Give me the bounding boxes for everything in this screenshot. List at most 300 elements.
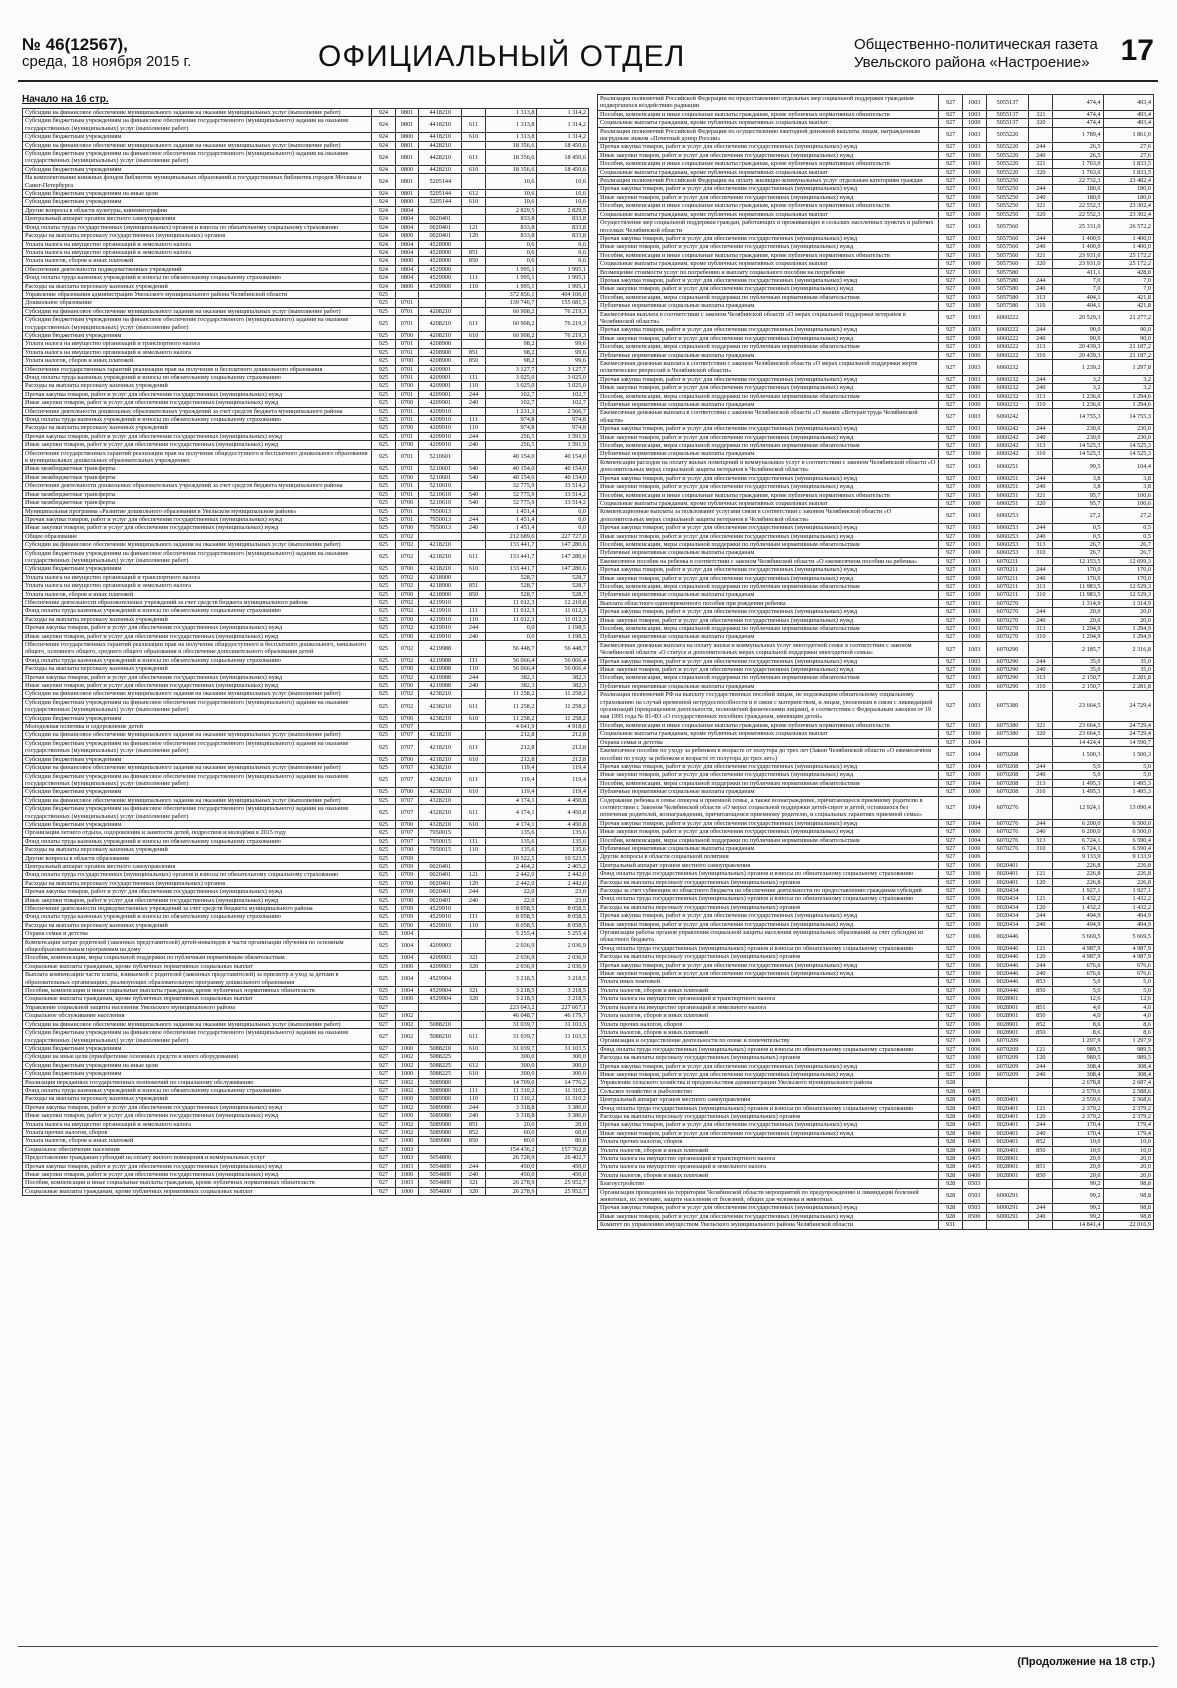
row-amount-2017: 135,6 [537, 837, 589, 845]
row-amount-2017: 3,2 [1103, 384, 1153, 392]
row-amount-2016: 32 775,9 [485, 490, 537, 498]
row-section-code: 0700 [395, 424, 419, 432]
row-expense-type: 240 [1029, 384, 1053, 392]
row-target-code: 4218900 [419, 573, 462, 581]
row-amount-2017: 21 187,2 [1103, 343, 1153, 351]
paper-name-line1: Общественно-политическая газета [854, 36, 1098, 53]
row-admin-code: 927 [372, 1020, 396, 1028]
row-target-code: 0020401 [986, 1129, 1029, 1137]
row-amount-2016: 99,5 [1053, 458, 1103, 474]
row-amount-2017: 25 172,2 [1103, 260, 1153, 268]
row-target-code: 4219910 [419, 598, 462, 606]
row-name: Молодежная политика и оздоровление детей [23, 723, 372, 731]
row-name: Иные закупки товаров, работ и услуг для обеспечения государственных (муниципальных) нужд [23, 524, 372, 532]
row-expense-type: 321 [1029, 251, 1053, 259]
row-target-code: 4218900 [419, 590, 462, 598]
row-target-code: 5057560 [986, 219, 1029, 235]
row-expense-type: 540 [462, 473, 486, 481]
table-row [598, 995, 1154, 1003]
row-expense-type [462, 507, 486, 515]
row-target-code: 5205144 [419, 174, 462, 190]
row-target-code: 4418210 [419, 117, 462, 133]
row-target-code [986, 853, 1029, 861]
table-row [23, 1053, 589, 1061]
row-amount-2017: 300,0 [537, 1061, 589, 1069]
bottom-divider [18, 1646, 1158, 1647]
row-target-code [419, 1012, 462, 1020]
row-name: Уплата налога на имущество организаций и транспортного налога [598, 995, 939, 1003]
row-name: Иные закупки товаров, работ и услуг для обеспечения государственных (муниципальных) нужд [598, 1129, 939, 1137]
row-section-code: 1003 [962, 524, 986, 532]
row-amount-2016: 3 218,5 [485, 987, 537, 995]
row-expense-type: 610 [462, 1070, 486, 1078]
table-row [23, 1145, 589, 1153]
row-expense-type: 610 [462, 198, 486, 206]
row-target-code: 0020401 [419, 871, 462, 879]
row-amount-2016: 20 529,3 [1053, 310, 1103, 326]
row-amount-2017: 494,9 [1103, 920, 1153, 928]
table-row [598, 234, 1154, 242]
row-expense-type: 240 [462, 399, 486, 407]
row-section-code: 1002 [395, 1020, 419, 1028]
row-name: Субсидии бюджетным учреждениям [23, 165, 372, 173]
row-section-code: 0707 [395, 731, 419, 739]
row-admin-code: 924 [372, 257, 396, 265]
row-expense-type: 321 [462, 987, 486, 995]
row-admin-code: 927 [939, 1028, 963, 1036]
row-name: Расходы на выплаты персоналу государственных (муниципальных) органов [598, 903, 939, 911]
row-name: Обеспечение деятельности дошкольных образовательных учреждений за счет средств бюджета муниципального района [23, 482, 372, 490]
row-admin-code: 925 [372, 382, 396, 390]
row-name: Субсидии бюджетным учреждениям на финансовое обеспечение государственного (муниципального) задания на оказание государственных (муниципальных) услуг (выполнение работ) [23, 805, 372, 821]
row-expense-type [462, 829, 486, 837]
row-section-code: 1003 [962, 185, 986, 193]
row-target-code: 4208900 [419, 357, 462, 365]
row-expense-type: 610 [462, 133, 486, 141]
row-target-code: 0028901 [986, 1012, 1029, 1020]
row-expense-type: 611 [462, 549, 486, 565]
row-amount-2017: 102,7 [537, 390, 589, 398]
row-target-code: 5055137 [986, 95, 1029, 111]
row-target-code: 5089980 [419, 1078, 462, 1086]
row-amount-2017: 528,7 [537, 590, 589, 598]
row-amount-2017: 308,4 [1103, 1062, 1153, 1070]
row-name: Прочая закупка товаров, работ и услуг для обеспечения государственных (муниципальных) нужд [598, 608, 939, 616]
row-section-code: 1003 [962, 375, 986, 383]
row-target-code: 5205144 [419, 190, 462, 198]
row-name: Прочая закупка товаров, работ и услуг для обеспечения государственных (муниципальных) нужд [598, 1204, 939, 1212]
table-row [598, 591, 1154, 599]
row-expense-type: 313 [1029, 293, 1053, 301]
budget-table-left [22, 108, 589, 1196]
row-amount-2016: 102,7 [485, 390, 537, 398]
table-row [23, 854, 589, 862]
table-row [23, 565, 589, 573]
row-expense-type [462, 723, 486, 731]
row-name: Центральный аппарат органов местного самоуправления [23, 862, 372, 870]
row-section-code: 1000 [395, 962, 419, 970]
row-target-code: 4209910 [419, 441, 462, 449]
row-target-code: 6070290 [986, 657, 1029, 665]
row-amount-2016: 0,0 [485, 632, 537, 640]
row-section-code: 1000 [962, 844, 986, 852]
row-name: Прочая закупка товаров, работ и услуг для обеспечения государственных (муниципальных) нужд [598, 185, 939, 193]
row-section-code: 1004 [962, 747, 986, 763]
table-row [23, 265, 589, 273]
row-target-code: 6070208 [986, 762, 1029, 770]
row-section-code: 1006 [962, 853, 986, 861]
row-amount-2016: 11 012,3 [485, 598, 537, 606]
row-amount-2016: 26,7 [1053, 549, 1103, 557]
row-amount-2017: 4 450,8 [537, 796, 589, 804]
row-target-code: 5210601 [419, 449, 462, 465]
table-row [598, 970, 1154, 978]
row-section-code: 1000 [962, 483, 986, 491]
row-amount-2016: 494,9 [1053, 912, 1103, 920]
row-amount-2016: 6 200,0 [1053, 819, 1103, 827]
table-row [598, 836, 1154, 844]
row-amount-2017: 5,0 [1103, 762, 1153, 770]
row-target-code: 4209910 [419, 432, 462, 440]
row-name: Иные закупки товаров, работ и услуг для обеспечения государственных (муниципальных) нужд [598, 1070, 939, 1078]
row-amount-2017: 14 776,2 [537, 1078, 589, 1086]
row-section-code: 0700 [395, 565, 419, 573]
row-amount-2017: 3 218,5 [537, 971, 589, 987]
row-section-code: 1004 [962, 796, 986, 819]
row-admin-code: 927 [939, 762, 963, 770]
row-expense-type: 851 [462, 348, 486, 356]
row-expense-type [462, 862, 486, 870]
row-amount-2017: 450,0 [537, 1162, 589, 1170]
table-row [598, 310, 1154, 326]
row-target-code: 0020401 [986, 1112, 1029, 1120]
row-expense-type: 244 [462, 673, 486, 681]
row-expense-type: 611 [462, 772, 486, 788]
row-target-code: 4238210 [419, 764, 462, 772]
row-amount-2017: 2 379,2 [1103, 1104, 1153, 1112]
row-target-code: 5057560 [986, 234, 1029, 242]
row-admin-code: 927 [939, 1037, 963, 1045]
row-target-code: 5055137 [986, 110, 1029, 118]
table-row [23, 390, 589, 398]
table-row [23, 424, 589, 432]
row-amount-2017: 3,8 [1103, 483, 1153, 491]
row-name: Субсидии бюджетным учреждениям [23, 331, 372, 339]
row-target-code: 4219910 [419, 632, 462, 640]
row-admin-code: 927 [939, 961, 963, 969]
row-expense-type [462, 930, 486, 938]
table-row [23, 896, 589, 904]
row-amount-2017: 1 294,9 [1103, 633, 1153, 641]
row-admin-code: 925 [372, 565, 396, 573]
row-admin-code: 925 [372, 598, 396, 606]
table-row [598, 1070, 1154, 1078]
row-section-code [395, 290, 419, 298]
row-amount-2016: 18 356,6 [485, 141, 537, 149]
table-row [23, 995, 589, 1003]
row-name: Субсидии бюджетным учреждениям на финансовое обеспечение государственного (муниципального) задания на оказание государственных (муниципальных) услуг (выполнение работ) [23, 698, 372, 714]
row-amount-2017: 989,5 [1103, 1054, 1153, 1062]
table-row [598, 425, 1154, 433]
row-section-code: 0804 [395, 206, 419, 214]
continued-from-label: Начало на 16 стр. [22, 94, 109, 105]
row-target-code: 6070270 [986, 625, 1029, 633]
row-section-code: 0702 [395, 573, 419, 581]
row-amount-2016: 4 987,9 [1053, 953, 1103, 961]
row-target-code: 6070276 [986, 828, 1029, 836]
row-target-code: 0020434 [986, 912, 1029, 920]
row-amount-2017: 2 687,4 [1103, 1079, 1153, 1087]
row-expense-type: 240 [1029, 285, 1053, 293]
row-name: Расходы на выплаты персоналу казенных учреждений [23, 382, 372, 390]
row-expense-type: 850 [1029, 1012, 1053, 1020]
row-section-code: 0707 [395, 772, 419, 788]
row-amount-2016: 25 331,0 [1053, 219, 1103, 235]
row-admin-code: 927 [939, 986, 963, 994]
row-amount-2017: 989,5 [1103, 1045, 1153, 1053]
row-admin-code: 927 [939, 788, 963, 796]
row-section-code: 0701 [395, 365, 419, 373]
row-amount-2016: 20,0 [1053, 1163, 1103, 1171]
row-name: Благоустройство [598, 1180, 939, 1188]
row-amount-2016: 26,5 [1053, 143, 1103, 151]
row-amount-2017: 102,7 [537, 399, 589, 407]
row-expense-type [1029, 557, 1053, 565]
table-row [23, 641, 589, 657]
row-target-code: 5055137 [986, 119, 1029, 127]
row-section-code: 0702 [395, 690, 419, 698]
row-expense-type: 120 [1029, 903, 1053, 911]
row-expense-type: 240 [1029, 1212, 1053, 1220]
row-target-code: 4238210 [419, 714, 462, 722]
table-row [598, 151, 1154, 159]
row-target-code: 6060251 [986, 458, 1029, 474]
row-target-code: 0020434 [986, 920, 1029, 928]
row-expense-type: 852 [1029, 1020, 1053, 1028]
row-section-code: 1000 [962, 302, 986, 310]
row-expense-type [462, 938, 486, 954]
row-expense-type [1029, 219, 1053, 235]
row-admin-code: 925 [372, 905, 396, 913]
row-section-code: 0804 [395, 274, 419, 282]
row-admin-code: 927 [939, 251, 963, 259]
row-expense-type: 244 [462, 888, 486, 896]
row-name: Субсидии на финансовое обеспечение муниципального задания на оказание муниципальных услуг (выполнение работ) [23, 541, 372, 549]
row-amount-2017: 12,6 [1103, 995, 1153, 1003]
row-section-code: 1000 [962, 1028, 986, 1036]
table-row [23, 316, 589, 332]
row-target-code: 0020446 [986, 970, 1029, 978]
row-amount-2016: 3,8 [1053, 483, 1103, 491]
row-expense-type: 244 [1029, 425, 1053, 433]
row-expense-type: 244 [462, 1162, 486, 1170]
row-target-code [986, 1079, 1029, 1087]
row-amount-2016: 26 278,9 [485, 1187, 537, 1195]
row-target-code [419, 723, 462, 731]
row-section-code: 1000 [962, 666, 986, 674]
row-expense-type: 110 [462, 846, 486, 854]
row-name: Субсидии бюджетным учреждениям на финансовое обеспечение государственного (муниципального) задания на оказание государственных (муниципальных) услуг (выполнение работ) [23, 1029, 372, 1045]
row-name: Прочая закупка товаров, работ и услуг для обеспечения государственных (муниципальных) нужд [598, 819, 939, 827]
row-section-code: 1003 [962, 691, 986, 722]
row-amount-2017: 100,6 [1103, 499, 1153, 507]
row-amount-2016: 2 379,2 [1053, 1104, 1103, 1112]
table-row [598, 219, 1154, 235]
row-amount-2017: 428,8 [1103, 268, 1153, 276]
row-section-code: 1003 [395, 1145, 419, 1153]
table-row [598, 1188, 1154, 1204]
row-amount-2017: 2 442,0 [537, 879, 589, 887]
row-section-code: 0700 [395, 788, 419, 796]
row-name: Иные закупки товаров, работ и услуг для обеспечения государственных (муниципальных) нужд [598, 193, 939, 201]
row-expense-type: 611 [462, 150, 486, 166]
row-amount-2016: 170,0 [1053, 574, 1103, 582]
row-admin-code: 925 [372, 590, 396, 598]
row-amount-2017: 104,4 [1103, 458, 1153, 474]
row-name: Пособия, компенсации, меры социальной поддержки по публичным нормативным обязательствам [598, 582, 939, 590]
table-row [598, 1155, 1154, 1163]
table-row [598, 1003, 1154, 1011]
row-section-code: 0800 [395, 282, 419, 290]
row-expense-type: 244 [462, 1103, 486, 1111]
row-expense-type: 610 [462, 755, 486, 763]
row-section-code: 1002 [395, 1128, 419, 1136]
row-target-code: 4209903 [419, 954, 462, 962]
row-admin-code: 925 [372, 549, 396, 565]
row-section-code: 0702 [395, 582, 419, 590]
row-target-code: 5088210 [419, 1020, 462, 1028]
table-row [598, 1045, 1154, 1053]
row-admin-code: 924 [372, 206, 396, 214]
table-row [598, 895, 1154, 903]
row-admin-code: 925 [372, 299, 396, 307]
row-amount-2017: 2 465,2 [537, 862, 589, 870]
table-row [598, 260, 1154, 268]
row-expense-type: 120 [462, 232, 486, 240]
row-name: Субсидии на финансовое обеспечение муниципального задания на оказание муниципальных услуг (выполнение работ) [23, 690, 372, 698]
row-section-code: 1000 [962, 1070, 986, 1078]
row-section-code: 0709 [395, 871, 419, 879]
row-name: Пособия, компенсации и иные социальные выплаты гражданам, кроме публичных нормативных обязательств [598, 110, 939, 118]
row-name: Субсидии на финансовое обеспечение муниципального задания на оказание муниципальных услуг (выполнение работ) [23, 731, 372, 739]
row-admin-code: 927 [939, 625, 963, 633]
row-amount-2017: 119,4 [537, 772, 589, 788]
row-amount-2016: 56 448,7 [485, 641, 537, 657]
row-amount-2017: 179,4 [1103, 1121, 1153, 1129]
row-expense-type: 310 [1029, 844, 1053, 852]
table-row [598, 524, 1154, 532]
row-amount-2016: 31 039,7 [485, 1020, 537, 1028]
row-expense-type [462, 641, 486, 657]
row-admin-code: 924 [372, 141, 396, 149]
row-name: Прочая закупка товаров, работ и услуг для обеспечения государственных (муниципальных) нужд [598, 566, 939, 574]
row-name: Центральный аппарат органов местного самоуправления [598, 861, 939, 869]
row-amount-2017: 26 572,2 [1103, 219, 1153, 235]
row-section-code: 1006 [962, 1037, 986, 1045]
row-admin-code: 927 [939, 730, 963, 738]
row-amount-2017: 18 450,6 [537, 165, 589, 173]
row-admin-code: 928 [939, 1104, 963, 1112]
row-amount-2017: 14 525,3 [1103, 450, 1153, 458]
row-amount-2017: 11 310,2 [537, 1086, 589, 1094]
row-section-code: 1003 [962, 442, 986, 450]
row-expense-type: 320 [1029, 119, 1053, 127]
row-name: Ежемесячная денежная выплата на оплату жилья и коммунальных услуг многодетной семье в соответствии с законом Челябинской области «О статусе и дополнительных мерах социальной поддержки многодетной семьи» [598, 641, 939, 657]
budget-table-left-body [23, 109, 589, 1196]
row-name: Социальные выплаты гражданам, кроме публичных нормативных социальных выплат [598, 168, 939, 176]
row-name: Публичные нормативные социальные выплаты гражданам [598, 844, 939, 852]
row-amount-2017: 10,6 [537, 190, 589, 198]
row-target-code: 5057580 [986, 276, 1029, 284]
row-name: Прочая закупка товаров, работ и услуг для обеспечения государственных (муниципальных) нужд [598, 375, 939, 383]
table-row [23, 240, 589, 248]
row-amount-2016: 223 043,2 [485, 1003, 537, 1011]
table-row [23, 682, 589, 690]
table-row [23, 656, 589, 664]
row-amount-2017: 7,0 [1103, 276, 1153, 284]
row-expense-type: 320 [1029, 499, 1053, 507]
row-target-code: 6060253 [986, 549, 1029, 557]
row-section-code: 1000 [962, 168, 986, 176]
row-amount-2017: 26,7 [1103, 549, 1153, 557]
row-admin-code: 924 [372, 282, 396, 290]
row-name: Обеспечение деятельности дошкольных образовательных учреждений за счет средств бюджета муниципального района [23, 407, 372, 415]
row-name: Фонд оплаты труда государственных (муниципальных) органов и взносы по обязательному социальному страхованию [598, 944, 939, 952]
table-row [598, 608, 1154, 616]
row-section-code: 1003 [962, 625, 986, 633]
row-target-code: 6060251 [986, 491, 1029, 499]
row-amount-2017: 10,0 [1103, 1138, 1153, 1146]
row-target-code: 6070209 [986, 1070, 1029, 1078]
row-amount-2016: 230,0 [1053, 433, 1103, 441]
row-name: Прочая закупка товаров, работ и услуг для обеспечения государственных (муниципальных) нужд [23, 888, 372, 896]
row-expense-type: 240 [1029, 828, 1053, 836]
row-section-code: 1003 [962, 202, 986, 210]
row-expense-type: 310 [1029, 401, 1053, 409]
row-target-code: 6070211 [986, 591, 1029, 599]
row-admin-code: 927 [939, 276, 963, 284]
table-row [598, 986, 1154, 994]
table-row [598, 747, 1154, 763]
row-amount-2017: 974,8 [537, 424, 589, 432]
table-row [23, 441, 589, 449]
table-row [598, 409, 1154, 425]
row-amount-2016: 230,0 [1053, 425, 1103, 433]
row-amount-2016: 10,6 [485, 174, 537, 190]
row-amount-2017: 230,0 [1103, 433, 1153, 441]
row-target-code: 5089980 [419, 1137, 462, 1145]
row-expense-type [1029, 310, 1053, 326]
row-section-code: 1000 [962, 616, 986, 624]
row-expense-type: 110 [462, 665, 486, 673]
row-admin-code: 925 [372, 698, 396, 714]
table-row [23, 1187, 589, 1195]
row-admin-code: 927 [939, 828, 963, 836]
row-amount-2017: 11 012,3 [537, 615, 589, 623]
row-name: Охрана семьи и детства [23, 930, 372, 938]
row-name: Публичные нормативные социальные выплаты гражданам [598, 682, 939, 690]
row-amount-2017: 20,0 [1103, 1155, 1153, 1163]
row-target-code: 7950015 [419, 829, 462, 837]
table-row [23, 223, 589, 231]
row-amount-2017: 300,0 [537, 1053, 589, 1061]
row-admin-code: 925 [372, 772, 396, 788]
row-admin-code: 927 [939, 202, 963, 210]
row-expense-type: 313 [1029, 582, 1053, 590]
row-expense-type: 244 [462, 432, 486, 440]
row-expense-type: 110 [462, 1095, 486, 1103]
row-section-code: 0500 [962, 1212, 986, 1220]
